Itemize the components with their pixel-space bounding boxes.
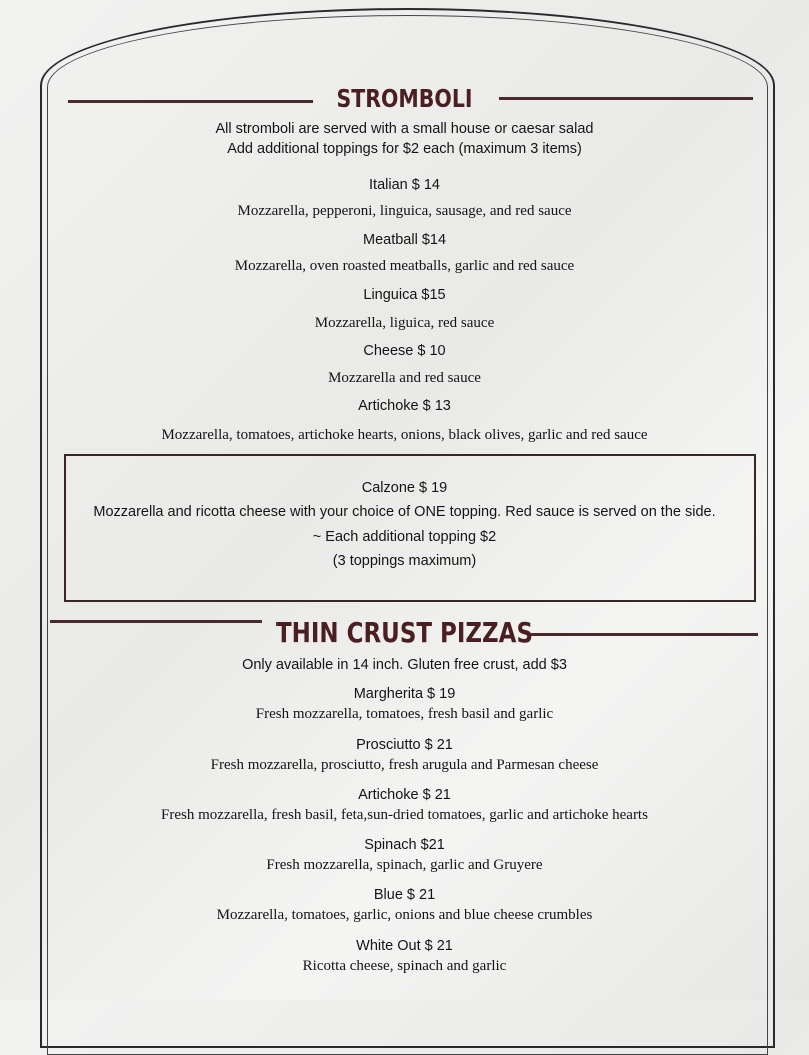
menu-item-name: Margherita $ 19 <box>353 686 456 702</box>
intro-line: All stromboli are served with a small house or caesar salad <box>215 121 594 137</box>
menu-item-name: Spinach $21 <box>364 837 445 853</box>
menu-item-name: Artichoke $ 13 <box>358 398 451 414</box>
menu-item-description: Ricotta cheese, spinach and garlic <box>302 958 507 974</box>
menu-item-description: Fresh mozzarella, prosciutto, fresh arugula and Parmesan cheese <box>210 757 599 773</box>
menu-item-name: Cheese $ 10 <box>363 343 446 359</box>
calzone-topping-limit: (3 toppings maximum) <box>332 553 477 569</box>
menu-item-description: Mozzarella, pepperoni, linguica, sausage, and red sauce <box>237 203 572 219</box>
menu-item-name: Linguica $15 <box>363 287 446 303</box>
calzone-box <box>64 454 756 602</box>
menu-item-description: Mozzarella, tomatoes, garlic, onions and blue cheese crumbles <box>216 907 593 923</box>
menu-item-description: Fresh mozzarella, tomatoes, fresh basil and garlic <box>255 706 554 722</box>
section-title-stromboli: STROMBOLI <box>336 84 473 113</box>
intro-line: Add additional toppings for $2 each (maximum 3 items) <box>227 141 582 157</box>
menu-item-name: Blue $ 21 <box>373 887 436 903</box>
menu-item-name: Italian $ 14 <box>369 177 440 193</box>
menu-item-name: Prosciutto $ 21 <box>356 737 453 753</box>
menu-item-description: Mozzarella, tomatoes, artichoke hearts, onions, black olives, garlic and red sauce <box>161 427 648 443</box>
menu-item-description: Fresh mozzarella, fresh basil, feta,sun-dried tomatoes, garlic and artichoke hearts <box>161 807 648 823</box>
menu-item-description: Fresh mozzarella, spinach, garlic and Gruyere <box>266 857 543 873</box>
menu-item-name: Artichoke $ 21 <box>358 787 451 803</box>
section-title-thin-crust-pizzas: THIN CRUST PIZZAS <box>276 616 533 649</box>
menu-item-description: Mozzarella, liguica, red sauce <box>314 315 495 331</box>
menu-item-description: Mozzarella and red sauce <box>328 370 481 386</box>
calzone-description: Mozzarella and ricotta cheese with your choice of ONE topping. Red sauce is served on the side. <box>93 504 716 520</box>
menu-item-name: Calzone $ 19 <box>361 480 448 496</box>
menu-item-name: Meatball $14 <box>362 232 447 248</box>
calzone-extra-topping: ~ Each additional topping $2 <box>312 529 497 545</box>
menu-item-name: White Out $ 21 <box>356 938 453 954</box>
menu-item-description: Mozzarella, oven roasted meatballs, garlic and red sauce <box>234 258 575 274</box>
pizzas-intro: Only available in 14 inch. Gluten free crust, add $3 <box>242 657 567 673</box>
